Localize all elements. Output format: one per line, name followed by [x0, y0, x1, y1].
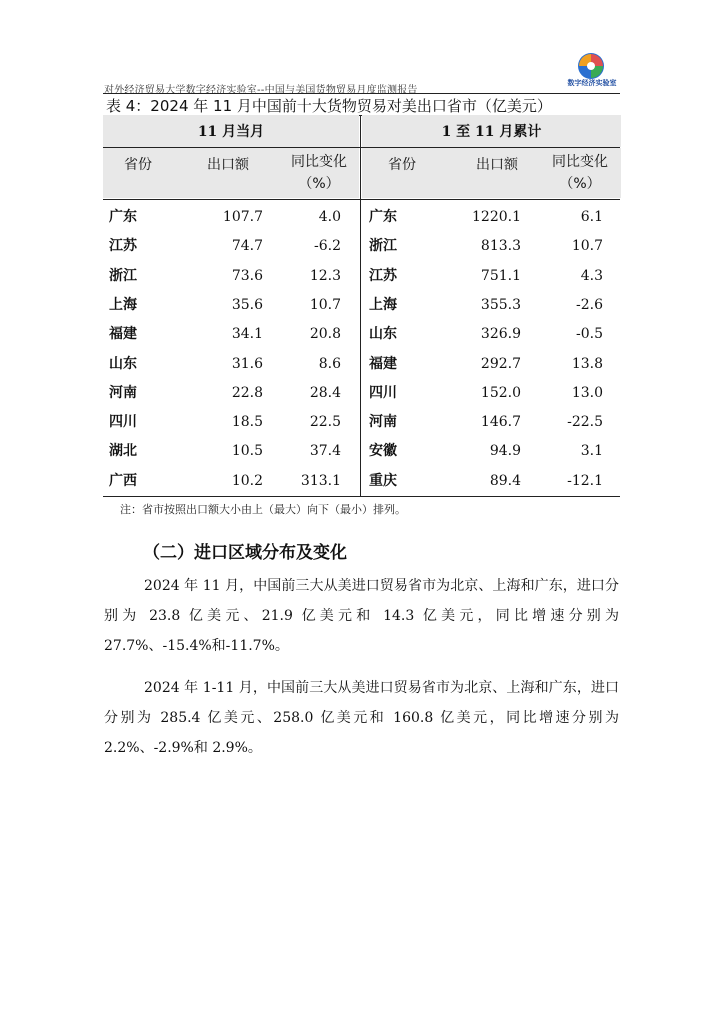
table-row	[103, 320, 621, 349]
cell-change: 37.4	[309, 443, 341, 460]
cell-change: 20.8	[309, 326, 341, 343]
report-header: 对外经济贸易大学数字经济实验室--中国与美国货物贸易月度监测报告	[104, 85, 418, 96]
cell-change: 313.1	[300, 472, 341, 489]
cell-province: 福建	[109, 326, 137, 343]
group-header-cumulative	[362, 115, 621, 147]
group-header-monthly-label: 11 月当月	[197, 124, 265, 140]
col-export: 出口额	[207, 157, 249, 173]
cell-province: 上海	[369, 296, 397, 313]
cell-change: -2.6	[576, 296, 603, 313]
cell-change: 6.1	[580, 209, 603, 225]
col-export: 出口额	[476, 157, 518, 173]
cell-province: 山东	[109, 355, 137, 372]
paragraph-monthly-imports: 2024 年 11 月，中国前三大从美进口贸易省市为北京、上海和广东，进口分别为 23.8 亿美元、21.9 亿美元和 14.3 亿美元，同比增速分别为 27.7%、-15.4%和-11.7%。	[104, 578, 619, 654]
cell-change: 3.1	[580, 443, 603, 460]
cell-export: 10.2	[231, 472, 263, 489]
cell-province: 广西	[109, 472, 137, 489]
cell-province: 河南	[369, 414, 397, 431]
table-row	[103, 350, 621, 379]
cell-province: 广东	[369, 209, 397, 225]
cell-change: 4.0	[318, 209, 341, 225]
cell-export: 31.6	[231, 355, 263, 372]
cell-export: 35.6	[231, 296, 263, 313]
cell-change: 22.5	[309, 414, 341, 431]
cell-province: 福建	[369, 355, 397, 372]
cell-export: 1220.1	[472, 209, 521, 225]
cell-change: 28.4	[309, 384, 341, 401]
table-row	[103, 232, 621, 261]
cell-export: 89.4	[489, 472, 521, 489]
cell-export: 18.5	[231, 414, 263, 431]
cell-province: 江苏	[109, 238, 137, 255]
cell-change: -6.2	[314, 238, 341, 255]
cell-export: 22.8	[231, 384, 263, 401]
cell-province: 广东	[109, 209, 137, 225]
cell-change: 13.8	[571, 355, 603, 372]
cell-export: 751.1	[480, 267, 521, 284]
table-row	[103, 262, 621, 291]
cell-change: 4.3	[580, 267, 603, 284]
cell-province: 湖北	[109, 443, 137, 460]
cell-province: 浙江	[109, 267, 137, 284]
cell-province: 安徽	[369, 443, 397, 460]
table-row	[103, 291, 621, 320]
table-row	[103, 203, 621, 232]
column-headers-cumulative	[362, 148, 621, 198]
paragraph-cumulative-imports: 2024 年 1-11 月，中国前三大从美进口贸易省市为北京、上海和广东，进口分别为 285.4 亿美元、258.0 亿美元和 160.8 亿美元，同比增速分别为 2.2%、-2.9%和 2.9%。	[104, 680, 619, 756]
cell-province: 山东	[369, 326, 397, 343]
cell-export: 813.3	[480, 238, 521, 255]
cell-change: -12.1	[567, 472, 603, 489]
table-note: 注：省市按照出口额大小由上（最大）向下（最小）排列。	[120, 503, 406, 516]
table-row	[103, 408, 621, 437]
cell-export: 146.7	[480, 414, 521, 431]
cell-change: 12.3	[309, 267, 341, 284]
column-headers-monthly	[103, 148, 359, 198]
cell-export: 326.9	[480, 326, 521, 343]
section-heading: （二）进口区域分布及变化	[143, 543, 347, 563]
col-province: 省份	[124, 157, 152, 173]
cell-export: 34.1	[231, 326, 263, 343]
logo-caption: 数字经济实验室	[567, 79, 617, 87]
header-rule	[103, 93, 620, 94]
table-row	[103, 379, 621, 408]
cell-export: 292.7	[480, 355, 521, 372]
table-title: 表 4：2024 年 11 月中国前十大货物贸易对美出口省市（亿美元）	[106, 97, 552, 115]
cell-province: 河南	[109, 384, 137, 401]
cell-export: 94.9	[489, 443, 521, 460]
cell-province: 上海	[109, 296, 137, 313]
table-row	[103, 437, 621, 466]
cell-province: 浙江	[369, 238, 397, 255]
cell-export: 152.0	[480, 384, 521, 401]
cell-export: 355.3	[480, 296, 521, 313]
group-header-monthly	[103, 115, 359, 147]
table-row	[103, 467, 621, 496]
cell-change: -22.5	[567, 414, 603, 431]
cell-province: 四川	[109, 414, 137, 431]
cell-province: 江苏	[369, 267, 397, 284]
cell-change: 10.7	[571, 238, 603, 255]
cell-change: 13.0	[571, 384, 603, 401]
cell-change: 8.6	[318, 355, 341, 372]
header-bottom-rule	[103, 199, 620, 200]
cell-province: 重庆	[369, 472, 397, 489]
table-bottom-rule	[103, 496, 620, 497]
cell-export: 107.7	[222, 209, 263, 225]
cell-export: 73.6	[231, 267, 263, 284]
cell-province: 四川	[369, 384, 397, 401]
col-province: 省份	[388, 157, 416, 173]
cell-export: 74.7	[231, 238, 263, 255]
group-header-cumulative-label: 1 至 11 月累计	[441, 124, 542, 140]
cell-change: -0.5	[576, 326, 603, 343]
col-change: 同比变化 （%）	[552, 154, 608, 192]
col-change: 同比变化 （%）	[291, 154, 347, 192]
cell-change: 10.7	[309, 296, 341, 313]
cell-export: 10.5	[231, 443, 263, 460]
